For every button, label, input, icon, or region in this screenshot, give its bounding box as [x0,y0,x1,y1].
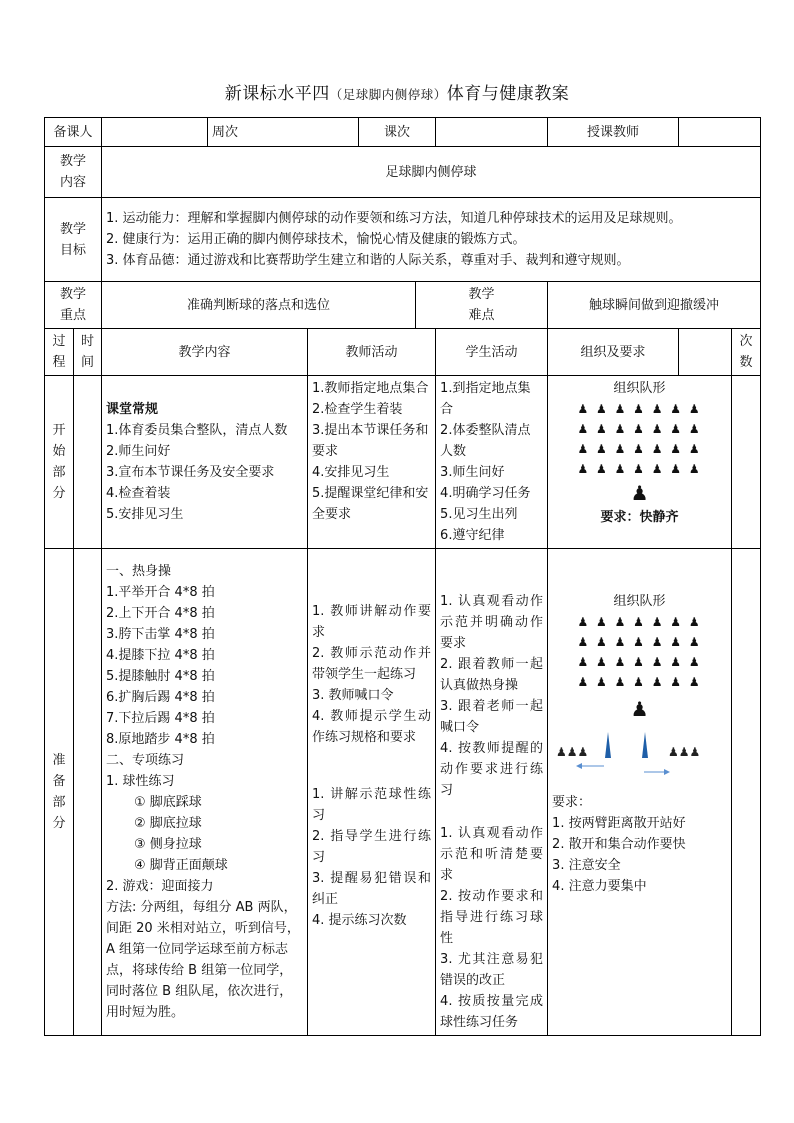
requirements-title: 要求： [552,795,592,810]
list-item: 1. 教师讲解动作要求 [312,604,432,640]
start-count [732,376,761,549]
list-item: 4. 注意力要集中 [552,879,647,894]
student-row-icon: ♟ ♟ ♟ ♟ ♟ ♟ ♟ [577,422,702,436]
content-label: 教学 内容 [45,147,102,198]
marker-cone-icon [605,732,611,758]
list-item: 3. 跟着老师一起喊口令 [440,699,544,735]
list-item: 2. 跟着教师一起认真做热身操 [440,657,544,693]
list-item: 4. 教师提示学生动作练习规格和要求 [312,709,432,745]
list-item: 1. 认真观看动作示范和听清楚要求 [440,826,544,883]
header-row [45,118,761,147]
student-row-icon: ♟ ♟ ♟ ♟ ♟ ♟ ♟ [577,675,702,689]
list-item: 4.安排见习生 [312,465,390,480]
start-teacher [308,376,436,549]
start-org [548,376,732,549]
list-item: 1.平举开合 4*8 拍 [106,585,215,600]
list-item: 4.检查着装 [106,486,171,501]
difficulty-label: 教学 难点 [416,282,548,329]
prep-count [732,549,761,1036]
teacher-label: 授课教师 [548,118,679,147]
week-label: 周次 [208,118,359,147]
goal-item: 1. 运动能力：理解和掌握脚内侧停球的动作要领和练习方法，知道几种停球技术的运用及足球规则。 [106,211,682,226]
goals-label: 教学 目标 [45,198,102,282]
list-item: 2. 游戏：迎面接力 [106,879,214,894]
list-item: 1. 讲解示范球性练习 [312,787,432,823]
start-phase-label: 开 始 部 分 [45,376,74,549]
student-row-icon: ♟ ♟ ♟ ♟ ♟ ♟ ♟ [577,462,702,476]
list-item: 1. 认真观看动作示范并明确动作要求 [440,594,544,651]
col-count: 次 数 [732,329,761,376]
relay-team-left-icon: ♟♟♟ [556,745,589,759]
arrow-right-head-icon [664,769,670,775]
list-item: ① 脚底踩球 [134,795,202,810]
prep-org [548,549,732,1036]
lesson-plan-table [44,117,761,1036]
list-item: 5.见习生出列 [440,507,518,522]
start-content [102,376,308,549]
preparer-value [102,118,208,147]
col-teacher: 教师活动 [308,329,436,376]
col-student: 学生活动 [436,329,548,376]
list-item: 3.胯下击掌 4*8 拍 [106,627,215,642]
difficulty-value: 触球瞬间做到迎撤缓冲 [548,282,761,329]
relay-diagram [552,730,728,782]
list-item: ② 脚底拉球 [134,816,202,831]
list-item: 1.到指定地点集合 [440,381,531,417]
list-item: 3.宣布本节课任务及安全要求 [106,465,275,480]
list-item: 2. 散开和集合动作要快 [552,837,686,852]
list-item: 2.检查学生着装 [312,402,403,417]
list-item: 3. 尤其注意易犯错误的改正 [440,952,544,988]
list-item: 3. 注意安全 [552,858,621,873]
arrow-left-head-icon [576,763,582,769]
lesson-label: 课次 [359,118,436,147]
student-row-icon: ♟ ♟ ♟ ♟ ♟ ♟ ♟ [577,615,702,629]
student-row-icon: ♟ ♟ ♟ ♟ ♟ ♟ ♟ [577,442,702,456]
content-row [45,147,761,198]
prep-section-row [45,549,761,1036]
student-row-icon: ♟ ♟ ♟ ♟ ♟ ♟ ♟ [577,402,702,416]
prep-requirements [552,792,727,897]
start-time [74,376,102,549]
preparer-label: 备课人 [45,118,102,147]
start-section-row [45,376,761,549]
list-item: 6.遵守纪律 [440,528,505,543]
list-item: 5.安排见习生 [106,507,184,522]
list-item: 2. 按动作要求和指导进行练习球性 [440,889,544,946]
col-spacer [679,329,732,376]
col-process: 过 程 [45,329,74,376]
marker-cone-icon [642,732,648,758]
student-row-icon: ♟ ♟ ♟ ♟ ♟ ♟ ♟ [577,655,702,669]
prep-student [436,549,548,1036]
page-title: 新课标水平四（足球脚内侧停球）体育与健康教案 [224,84,570,104]
list-item: 1.体育委员集合整队，清点人数 [106,423,288,438]
list-item: 2. 指导学生进行练习 [312,829,432,865]
list-item: 3. 提醒易犯错误和纠正 [312,871,432,907]
start-student [436,376,548,549]
formation-title: 组织队形 [613,594,666,609]
list-item: 4.提膝下拉 4*8 拍 [106,648,215,663]
list-item: 3. 教师喊口令 [312,688,394,703]
prep-teacher [308,549,436,1036]
list-item: 3.师生问好 [440,465,505,480]
list-item: 6.扩胸后踢 4*8 拍 [106,690,215,705]
list-item: 1. 按两臂距离散开站好 [552,816,686,831]
focus-row [45,282,761,329]
key-point-value: 准确判断球的落点和选位 [102,282,416,329]
content-value: 足球脚内侧停球 [102,147,761,198]
lesson-value [436,118,548,147]
list-item: 4. 提示练习次数 [312,913,407,928]
prep-phase-label: 准 备 部 分 [45,549,74,1036]
list-item: 二、专项练习 [106,753,185,768]
col-content: 教学内容 [102,329,308,376]
list-item: 一、热身操 [106,564,172,579]
teacher-icon: ♟ [630,481,649,505]
list-item: 8.原地踏步 4*8 拍 [106,732,215,747]
relay-team-right-icon: ♟♟♟ [668,745,701,759]
list-item: 5.提膝触肘 4*8 拍 [106,669,215,684]
list-item: 4.明确学习任务 [440,486,531,501]
list-item: 1. 球性练习 [106,774,175,789]
list-item: 2.体委整队清点人数 [440,423,531,459]
list-item: 4. 按质按量完成球性练习任务 [440,994,544,1030]
list-item: ④ 脚背正面颠球 [134,858,228,873]
goals-row [45,198,761,282]
start-requirement: 要求：快静齐 [600,510,679,525]
game-method: 方法: 分两组，每组分 AB 两队，间距 20 米相对站立，听到信号，A 组第一位同学运球至前方标志点，将球传给 B 组第一位同学，同时落位 B 组队尾，依次进行，用时短为胜。 [106,900,300,1020]
key-point-label: 教学 重点 [45,282,102,329]
student-row-icon: ♟ ♟ ♟ ♟ ♟ ♟ ♟ [577,635,702,649]
col-time: 时 间 [74,329,102,376]
list-item: 2.上下开合 4*8 拍 [106,606,215,621]
list-item: ③ 侧身拉球 [134,837,202,852]
teacher-value [679,118,761,147]
list-item: 4. 按教师提醒的动作要求进行练习 [440,741,544,798]
prep-time [74,549,102,1036]
goals-list [102,198,761,282]
list-item: 5.提醒课堂纪律和安全要求 [312,486,429,522]
list-item: 7.下拉后踢 4*8 拍 [106,711,215,726]
column-header-row [45,329,761,376]
goal-item: 2. 健康行为：运用正确的脚内侧停球技术，愉悦心情及健康的锻炼方式。 [106,232,526,247]
prep-content [102,549,308,1036]
col-org: 组织及要求 [548,329,679,376]
start-heading: 课堂常规 [106,402,159,417]
goal-item: 3. 体育品德：通过游戏和比赛帮助学生建立和谐的人际关系，尊重对手、裁判和遵守规则。 [106,253,630,268]
list-item: 1.教师指定地点集合 [312,381,429,396]
list-item: 3.提出本节课任务和要求 [312,423,429,459]
list-item: 2.师生问好 [106,444,171,459]
teacher-icon: ♟ [630,697,649,721]
list-item: 2. 教师示范动作并带领学生一起练习 [312,646,432,682]
formation-title: 组织队形 [613,381,666,396]
